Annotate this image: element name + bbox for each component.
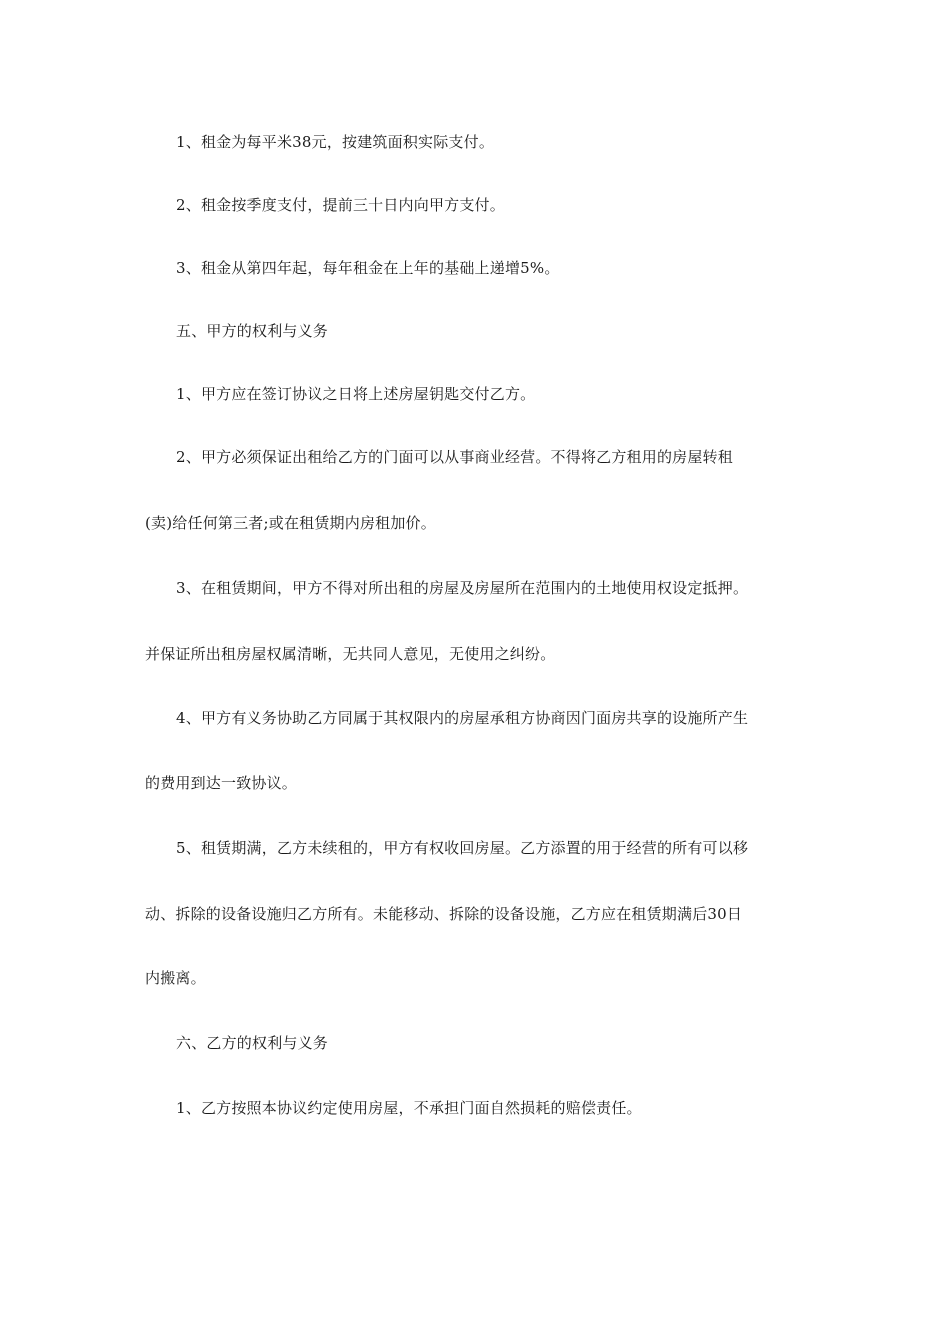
paragraph-line: 2、租金按季度支付，提前三十日内向甲方支付。 <box>176 196 505 214</box>
paragraph-line: 并保证所出租房屋权属清晰，无共同人意见，无使用之纠纷。 <box>145 645 556 663</box>
paragraph-line: 3、在租赁期间，甲方不得对所出租的房屋及房屋所在范围内的土地使用权设定抵押。 <box>176 579 749 597</box>
paragraph-line: 的费用到达一致协议。 <box>145 774 298 792</box>
paragraph-line: 3、租金从第四年起，每年租金在上年的基础上递增5%。 <box>176 259 560 277</box>
paragraph-line: 1、甲方应在签订协议之日将上述房屋钥匙交付乙方。 <box>176 385 536 403</box>
paragraph-line: 1、乙方按照本协议约定使用房屋，不承担门面自然损耗的赔偿责任。 <box>176 1099 642 1117</box>
paragraph-line: (卖)给任何第三者;或在租赁期内房租加价。 <box>145 514 436 532</box>
paragraph-line: 动、拆除的设备设施归乙方所有。未能移动、拆除的设备设施，乙方应在租赁期满后30日 <box>145 905 743 923</box>
section-heading: 六、乙方的权利与义务 <box>176 1034 329 1052</box>
section-heading: 五、甲方的权利与义务 <box>176 322 329 340</box>
paragraph-line: 5、租赁期满，乙方未续租的，甲方有权收回房屋。乙方添置的用于经营的所有可以移 <box>176 839 749 857</box>
paragraph-line: 1、租金为每平米38元，按建筑面积实际支付。 <box>176 133 495 151</box>
paragraph-line: 2、甲方必须保证出租给乙方的门面可以从事商业经营。不得将乙方租用的房屋转租 <box>176 448 733 466</box>
paragraph-line: 内搬离。 <box>145 969 206 987</box>
paragraph-line: 4、甲方有义务协助乙方同属于其权限内的房屋承租方协商因门面房共享的设施所产生 <box>176 709 749 727</box>
